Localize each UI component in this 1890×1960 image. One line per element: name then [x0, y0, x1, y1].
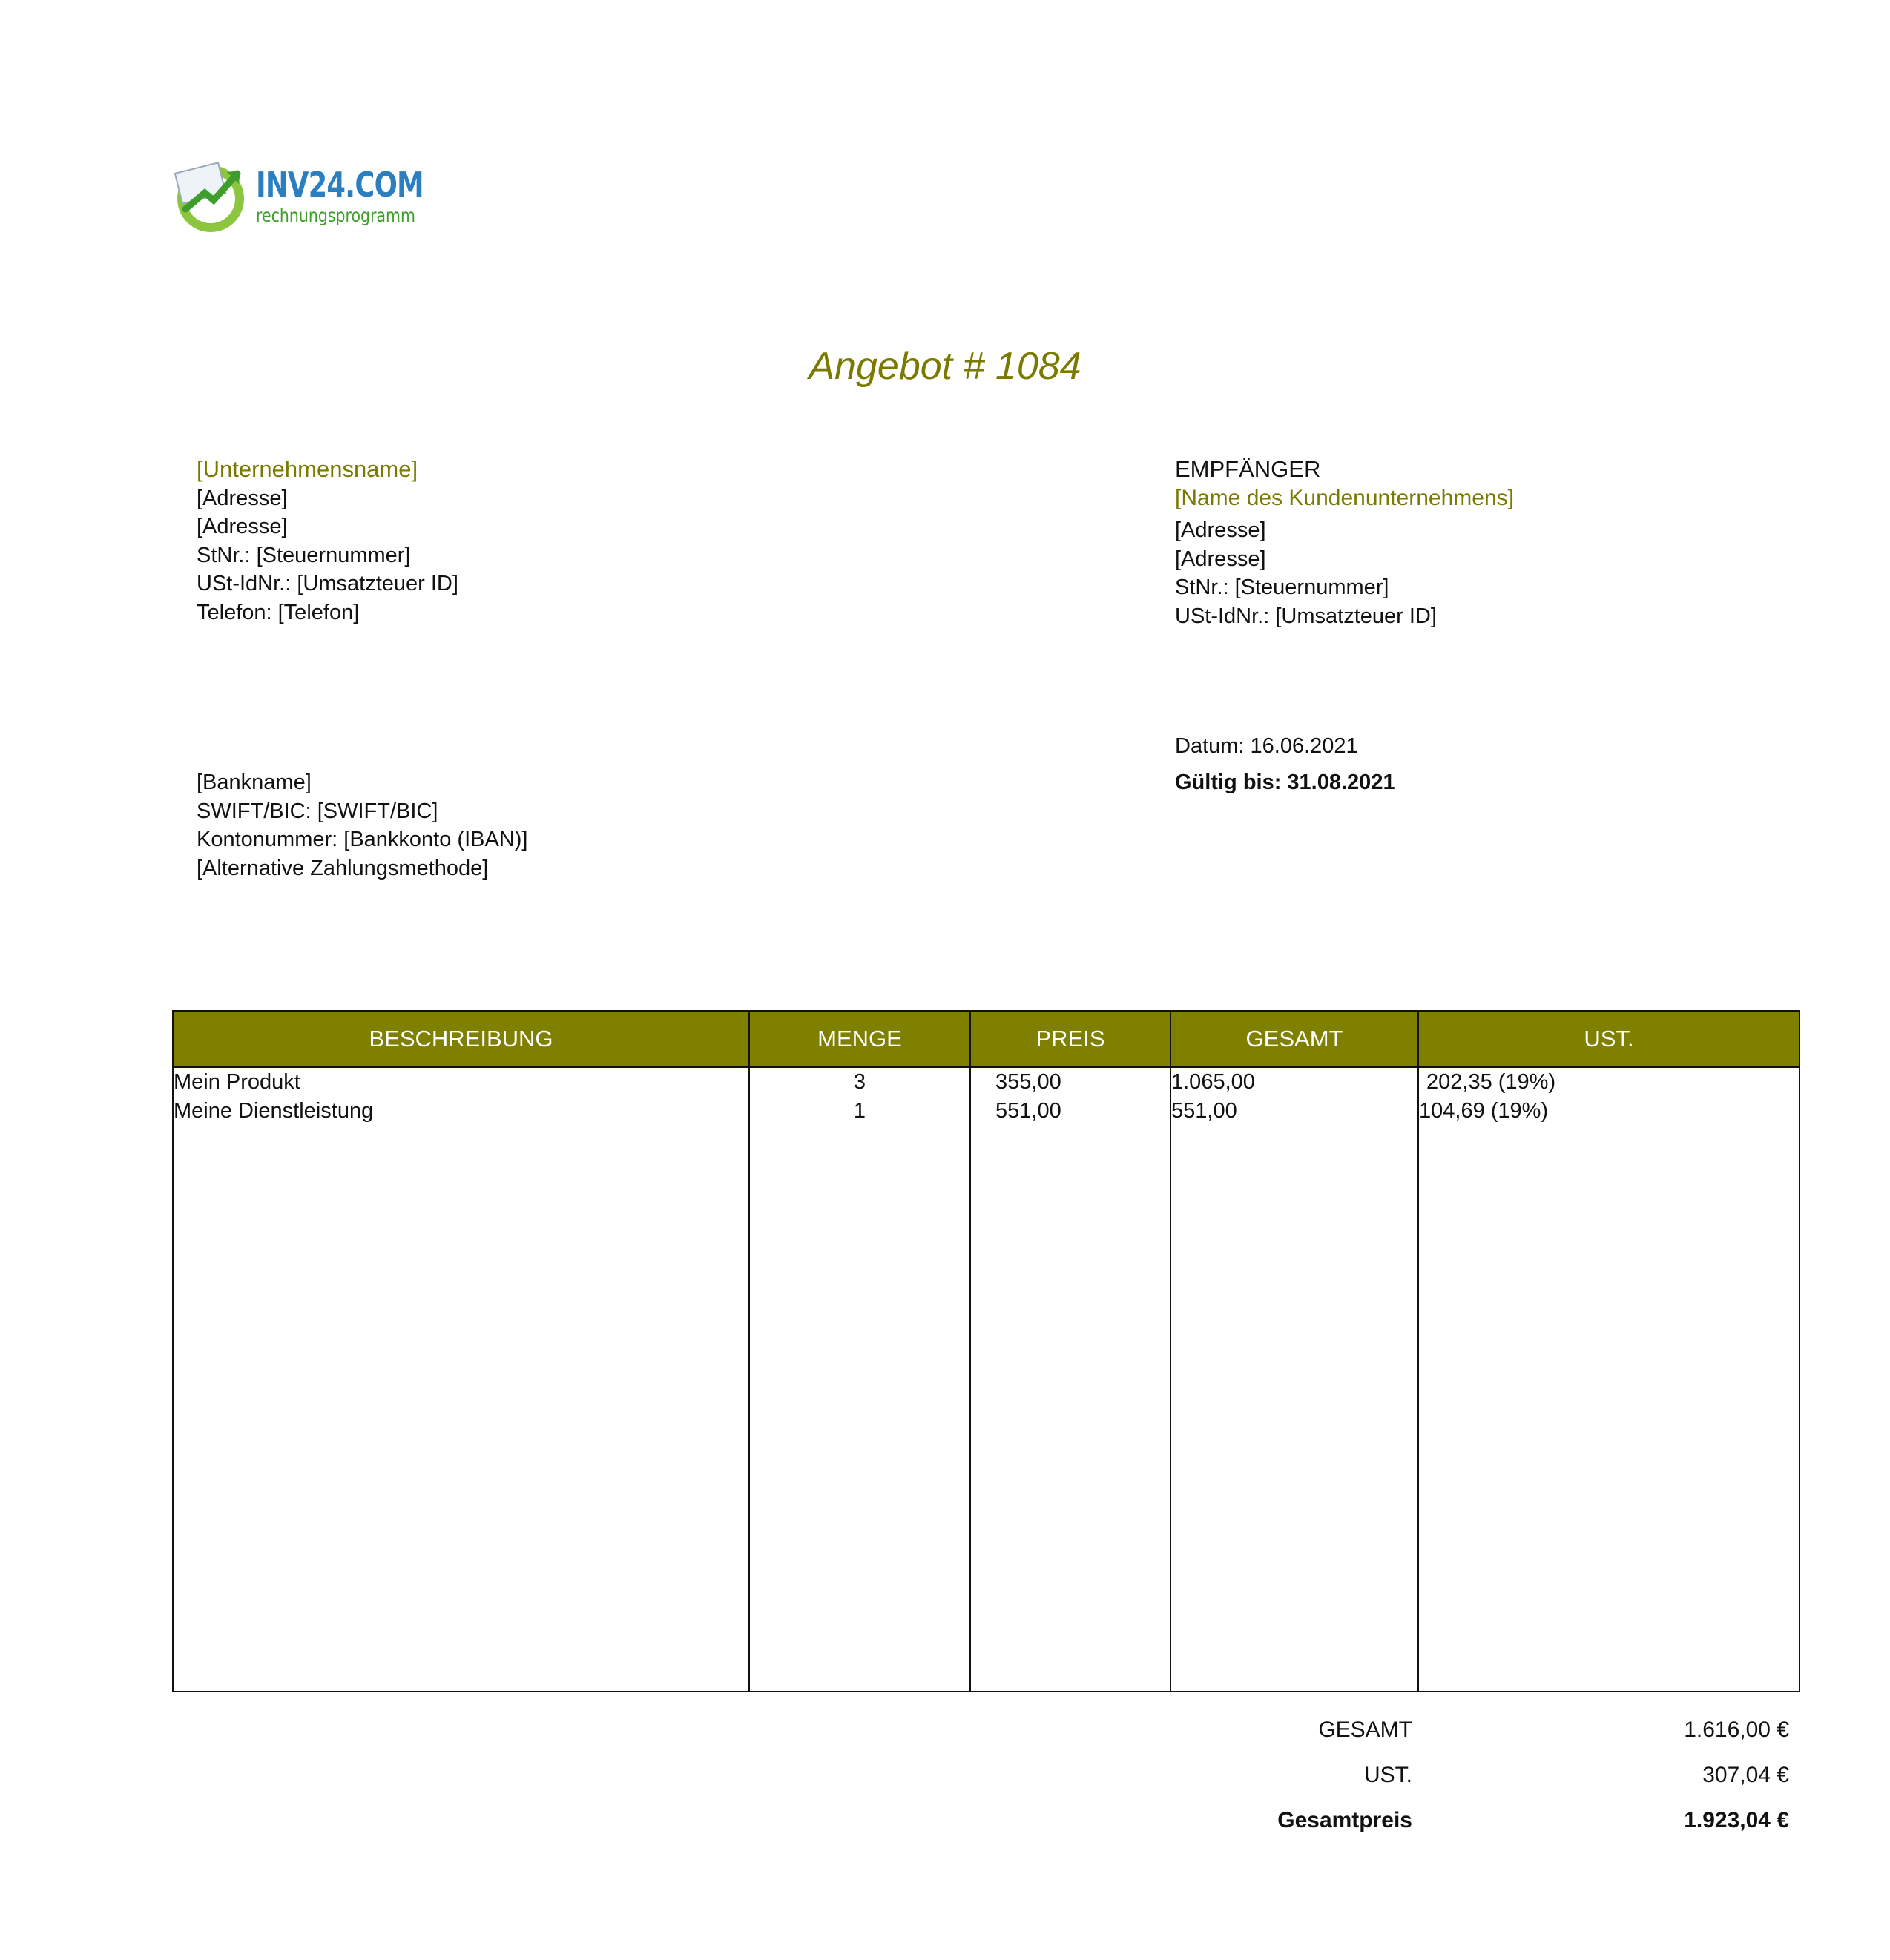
item-price: 355,00 [995, 1070, 1061, 1094]
bank-account: Kontonummer: [Bankkonto (IBAN)] [197, 828, 528, 851]
item-quantity: 1 [853, 1099, 866, 1123]
sender-vat-id: USt-IdNr.: [Umsatzteuer ID] [197, 572, 458, 595]
grand-total-row [1187, 1798, 1789, 1843]
sender-block [197, 455, 458, 627]
quantity-column [749, 1067, 970, 1692]
totals-block [1187, 1707, 1789, 1843]
item-vat: 104,69 (19%) [1419, 1099, 1549, 1123]
vat-column [1418, 1067, 1800, 1692]
recipient-address-1: [Adresse] [1175, 518, 1266, 542]
sender-phone: Telefon: [Telefon] [197, 600, 360, 624]
subtotal-value: 1.616,00 € [1684, 1717, 1789, 1742]
item-description: Meine Dienstleistung [174, 1099, 374, 1123]
document-title: Angebot # 1084 [809, 345, 1081, 388]
bank-alt-payment: [Alternative Zahlungsmethode] [197, 856, 489, 880]
vat-total-label: UST. [1363, 1762, 1412, 1787]
grand-total-label: Gesamtpreis [1277, 1807, 1412, 1832]
sender-address-1: [Adresse] [197, 486, 288, 510]
subtotal-row [1187, 1707, 1789, 1752]
header-total: GESAMT [1170, 1011, 1418, 1067]
item-price: 551,00 [995, 1099, 1061, 1123]
recipient-company-name: [Name des Kundenunternehmens] [1175, 485, 1514, 510]
logo-wordmark: INV24.COM [256, 165, 424, 205]
item-vat: 202,35 (19%) [1426, 1070, 1556, 1094]
header-price: PREIS [970, 1011, 1170, 1067]
recipient-address-2: [Adresse] [1175, 547, 1266, 571]
vat-total-row [1187, 1752, 1789, 1798]
item-total: 1.065,00 [1171, 1070, 1255, 1094]
item-quantity: 3 [853, 1070, 866, 1094]
document-date: Datum: 16.06.2021 [1175, 734, 1358, 758]
header-quantity: MENGE [749, 1011, 970, 1067]
total-column [1170, 1067, 1418, 1692]
vat-total-value: 307,04 € [1702, 1762, 1789, 1787]
line-items-table [172, 1010, 1800, 1692]
sender-address-2: [Adresse] [197, 515, 288, 538]
item-description: Mein Produkt [174, 1070, 300, 1094]
item-total: 551,00 [1171, 1099, 1237, 1123]
recipient-vat-id: USt-IdNr.: [Umsatzteuer ID] [1175, 604, 1437, 628]
header-description: BESCHREIBUNG [173, 1011, 749, 1067]
table-body-row [173, 1067, 1800, 1692]
header-vat: UST. [1418, 1011, 1800, 1067]
dates-block [1175, 732, 1395, 796]
description-column [173, 1067, 749, 1692]
bank-swift: SWIFT/BIC: [SWIFT/BIC] [197, 799, 438, 823]
recipient-block [1175, 455, 1514, 630]
sender-company-name: [Unternehmensname] [197, 456, 418, 482]
recipient-tax-number: StNr.: [Steuernummer] [1175, 575, 1389, 599]
bank-name: [Bankname] [197, 771, 312, 794]
valid-until-date: Gültig bis: 31.08.2021 [1175, 770, 1395, 794]
grand-total-value: 1.923,04 € [1684, 1807, 1789, 1832]
subtotal-label: GESAMT [1318, 1717, 1412, 1742]
bank-block [197, 768, 527, 882]
price-column [970, 1067, 1170, 1692]
recipient-heading: EMPFÄNGER [1175, 456, 1321, 482]
sender-tax-number: StNr.: [Steuernummer] [197, 543, 411, 567]
table-header-row [173, 1011, 1800, 1067]
logo-tagline: rechnungsprogramm [256, 205, 416, 226]
